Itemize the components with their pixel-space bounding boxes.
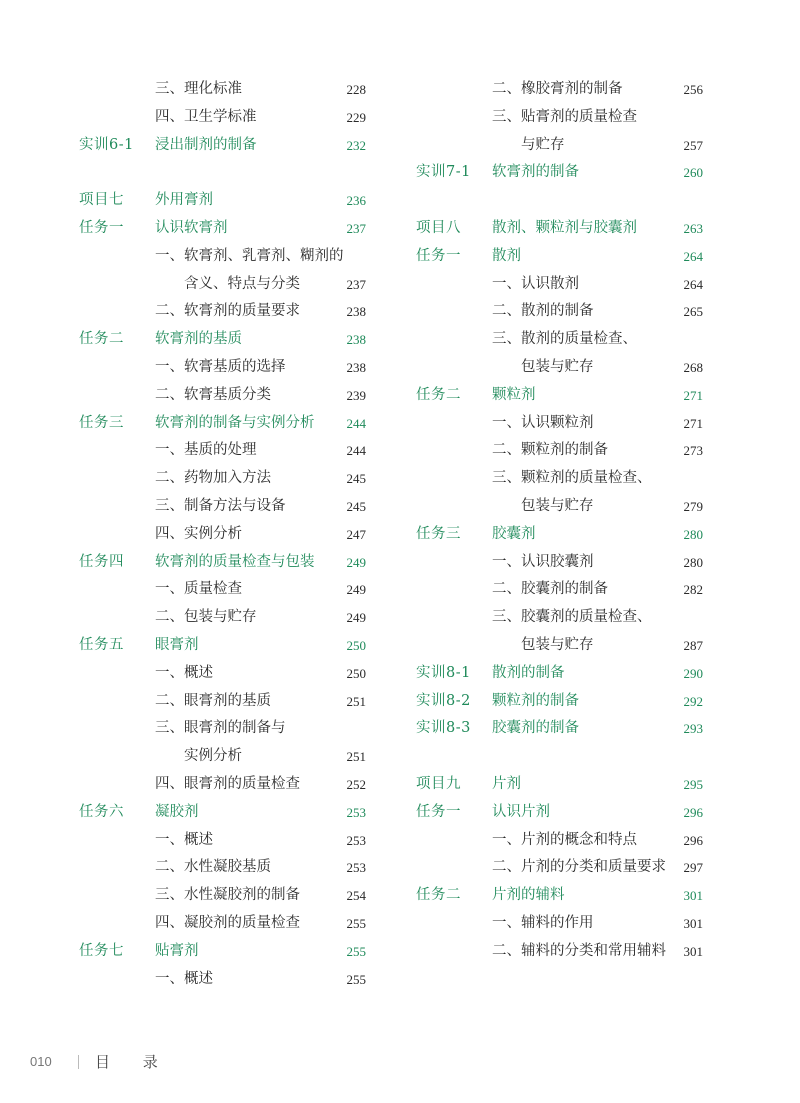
toc-entry[interactable] — [416, 938, 703, 966]
toc-entry-title: 含义、特点与分类 — [184, 275, 300, 292]
toc-entry-page: 264 — [683, 276, 703, 292]
toc-entry[interactable] — [79, 271, 366, 299]
toc-entry-title: 三、胶囊剂的质量检查、 — [492, 609, 652, 626]
toc-entry[interactable] — [416, 549, 703, 577]
toc-entry-title: 一、质量检查 — [155, 581, 242, 598]
toc-heading-entry[interactable] — [416, 882, 703, 910]
toc-heading-entry[interactable] — [416, 215, 703, 243]
toc-entry-page: 265 — [683, 304, 703, 320]
toc-entry-page: 250 — [346, 665, 366, 681]
toc-entry-page: 232 — [346, 137, 366, 153]
toc-entry-label: 项目八 — [416, 219, 461, 236]
toc-entry[interactable] — [79, 854, 366, 882]
toc-entry-title: 认识片剂 — [492, 803, 550, 820]
toc-entry-title: 眼膏剂 — [155, 636, 199, 653]
toc-entry-page: 253 — [346, 804, 366, 820]
toc-entry-title: 外用膏剂 — [155, 192, 213, 209]
toc-entry-title: 二、散剂的制备 — [492, 303, 594, 320]
toc-heading-entry[interactable] — [416, 243, 703, 271]
toc-entry-title: 散剂、颗粒剂与胶囊剂 — [492, 219, 637, 236]
toc-entry[interactable] — [416, 298, 703, 326]
footer-section-title: 目 录 — [95, 1053, 172, 1071]
toc-entry[interactable] — [416, 271, 703, 299]
toc-entry-title: 软膏剂的制备与实例分析 — [155, 414, 315, 431]
toc-entry-page: 245 — [346, 498, 366, 514]
toc-entry-page: 239 — [346, 387, 366, 403]
toc-entry[interactable] — [79, 604, 366, 632]
toc-entry-label: 任务三 — [79, 414, 124, 431]
toc-entry-label: 任务七 — [79, 942, 124, 959]
toc-entry-title: 四、凝胶剂的质量检查 — [155, 914, 300, 931]
toc-entry-label: 实训8-3 — [416, 720, 471, 737]
toc-spacer — [79, 159, 366, 187]
toc-entry-title: 一、认识颗粒剂 — [492, 414, 594, 431]
toc-entry-page: 251 — [346, 749, 366, 765]
toc-entry-page: 251 — [346, 693, 366, 709]
toc-entry-title: 一、概述 — [155, 664, 213, 681]
toc-entry-page: 229 — [346, 109, 366, 125]
toc-entry-page: 280 — [683, 554, 703, 570]
toc-entry-page: 244 — [346, 443, 366, 459]
toc-entry[interactable] — [416, 76, 703, 104]
toc-entry-label: 任务二 — [79, 331, 124, 348]
toc-entry-title: 一、片剂的概念和特点 — [492, 831, 637, 848]
toc-entry-page: 244 — [346, 415, 366, 431]
toc-heading-entry[interactable] — [416, 799, 703, 827]
toc-entry-title: 软膏剂的制备 — [492, 164, 579, 181]
toc-entry[interactable] — [79, 771, 366, 799]
toc-entry-title: 二、包装与贮存 — [155, 609, 257, 626]
toc-entry-title: 散剂的制备 — [492, 664, 565, 681]
toc-entry-page: 282 — [683, 582, 703, 598]
toc-entry[interactable] — [79, 660, 366, 688]
toc-heading-entry[interactable] — [79, 132, 366, 160]
toc-entry-page: 271 — [683, 387, 703, 403]
toc-entry-title: 四、实例分析 — [155, 525, 242, 542]
toc-entry-title: 二、水性凝胶基质 — [155, 859, 271, 876]
toc-entry-page: 245 — [346, 471, 366, 487]
toc-entry-page: 301 — [683, 943, 703, 959]
toc-heading-entry[interactable] — [416, 715, 703, 743]
toc-entry-page: 287 — [683, 637, 703, 653]
toc-entry-label: 实训8-1 — [416, 664, 471, 681]
toc-entry-title: 三、颗粒剂的质量检查、 — [492, 470, 652, 487]
toc-entry-page: 249 — [346, 610, 366, 626]
toc-entry-page: 253 — [346, 832, 366, 848]
toc-entry[interactable] — [79, 688, 366, 716]
toc-entry-page: 249 — [346, 582, 366, 598]
toc-entry-title: 包装与贮存 — [521, 497, 594, 514]
toc-entry-page: 292 — [683, 693, 703, 709]
toc-entry-title: 片剂的辅料 — [492, 887, 565, 904]
toc-entry[interactable] — [79, 104, 366, 132]
toc-entry[interactable] — [79, 437, 366, 465]
toc-entry[interactable] — [416, 465, 703, 493]
toc-entry-title: 三、制备方法与设备 — [155, 497, 286, 514]
toc-entry-label: 项目九 — [416, 775, 461, 792]
toc-heading-entry[interactable] — [416, 688, 703, 716]
toc-entry-title: 一、软膏基质的选择 — [155, 358, 286, 375]
toc-entry[interactable] — [79, 76, 366, 104]
toc-heading-entry[interactable] — [79, 549, 366, 577]
toc-entry[interactable] — [416, 632, 703, 660]
toc-entry[interactable] — [416, 604, 703, 632]
toc-entry-page: 250 — [346, 637, 366, 653]
toc-entry-title: 三、理化标准 — [155, 81, 242, 97]
toc-entry-page: 295 — [683, 776, 703, 792]
toc-entry[interactable] — [79, 882, 366, 910]
toc-entry-title: 软膏剂的基质 — [155, 331, 242, 348]
toc-entry-label: 实训7-1 — [416, 164, 471, 181]
toc-entry-page: 237 — [346, 220, 366, 236]
toc-entry-page: 238 — [346, 359, 366, 375]
toc-spacer — [416, 187, 703, 215]
toc-entry-page: 237 — [346, 276, 366, 292]
toc-entry-title: 二、软膏基质分类 — [155, 386, 271, 403]
toc-right-column — [416, 76, 703, 966]
toc-entry[interactable] — [79, 354, 366, 382]
toc-entry-title: 二、橡胶膏剂的制备 — [492, 81, 623, 97]
toc-entry-page: 290 — [683, 665, 703, 681]
toc-entry-title: 二、药物加入方法 — [155, 470, 271, 487]
toc-entry-title: 一、基质的处理 — [155, 442, 257, 459]
toc-entry-page: 236 — [346, 193, 366, 209]
toc-entry-label: 任务六 — [79, 803, 124, 820]
toc-entry-page: 296 — [683, 832, 703, 848]
toc-entry-title: 三、散剂的质量检查、 — [492, 331, 637, 348]
toc-entry[interactable] — [79, 298, 366, 326]
toc-entry-title: 与贮存 — [521, 136, 565, 153]
toc-entry-page: 252 — [346, 776, 366, 792]
toc-entry-label: 任务二 — [416, 386, 461, 403]
toc-entry-title: 二、片剂的分类和质量要求 — [492, 859, 666, 876]
toc-entry[interactable] — [79, 243, 366, 271]
toc-entry[interactable] — [79, 827, 366, 855]
toc-entry-page: 238 — [346, 304, 366, 320]
toc-entry-title: 二、颗粒剂的制备 — [492, 442, 608, 459]
toc-heading-entry[interactable] — [416, 159, 703, 187]
toc-entry[interactable] — [416, 132, 703, 160]
toc-entry-title: 四、卫生学标准 — [155, 108, 257, 125]
toc-entry-page: 247 — [346, 526, 366, 542]
toc-entry-label: 任务二 — [416, 887, 461, 904]
toc-entry[interactable] — [416, 910, 703, 938]
toc-entry-page: 254 — [346, 888, 366, 904]
toc-entry[interactable] — [79, 576, 366, 604]
toc-entry[interactable] — [416, 854, 703, 882]
toc-heading-entry[interactable] — [79, 938, 366, 966]
toc-entry-title: 二、眼膏剂的基质 — [155, 692, 271, 709]
toc-entry[interactable] — [416, 104, 703, 132]
toc-entry-page: 256 — [683, 82, 703, 97]
toc-entry[interactable] — [79, 465, 366, 493]
toc-entry[interactable] — [416, 326, 703, 354]
toc-entry-label: 任务一 — [416, 803, 461, 820]
toc-entry[interactable] — [416, 410, 703, 438]
toc-entry-title: 一、认识胶囊剂 — [492, 553, 594, 570]
toc-entry-page: 279 — [683, 498, 703, 514]
toc-entry-title: 一、概述 — [155, 970, 213, 987]
toc-entry-page: 301 — [683, 888, 703, 904]
toc-entry-title: 三、眼膏剂的制备与 — [155, 720, 286, 737]
toc-entry-title: 二、辅料的分类和常用辅料 — [492, 942, 666, 959]
toc-entry-title: 二、软膏剂的质量要求 — [155, 303, 300, 320]
toc-heading-entry[interactable] — [79, 215, 366, 243]
toc-entry-title: 散剂 — [492, 247, 521, 264]
toc-entry-title: 一、概述 — [155, 831, 213, 848]
toc-entry-page: 280 — [683, 526, 703, 542]
toc-entry-label: 任务五 — [79, 636, 124, 653]
toc-entry-label: 任务一 — [79, 219, 124, 236]
toc-entry-title: 实例分析 — [184, 748, 242, 765]
toc-entry-title: 凝胶剂 — [155, 803, 199, 820]
toc-entry-page: 273 — [683, 443, 703, 459]
toc-heading-entry[interactable] — [79, 187, 366, 215]
toc-entry-page: 228 — [346, 82, 366, 97]
toc-heading-entry[interactable] — [79, 799, 366, 827]
page-number: 010 — [30, 1054, 52, 1069]
toc-entry[interactable] — [416, 827, 703, 855]
toc-entry[interactable] — [79, 521, 366, 549]
toc-entry-title: 四、眼膏剂的质量检查 — [155, 775, 300, 792]
toc-entry-label: 实训6-1 — [79, 136, 134, 153]
toc-heading-entry[interactable] — [416, 771, 703, 799]
toc-entry-page: 260 — [683, 165, 703, 181]
toc-entry-page: 238 — [346, 332, 366, 348]
toc-entry-label: 任务三 — [416, 525, 461, 542]
toc-entry[interactable] — [79, 382, 366, 410]
toc-heading-entry[interactable] — [416, 660, 703, 688]
toc-entry-page: 271 — [683, 415, 703, 431]
toc-entry-page: 293 — [683, 721, 703, 737]
toc-entry-title: 胶囊剂 — [492, 525, 536, 542]
toc-entry-title: 片剂 — [492, 775, 521, 792]
toc-heading-entry[interactable] — [416, 382, 703, 410]
toc-entry-title: 包装与贮存 — [521, 358, 594, 375]
toc-heading-entry[interactable] — [79, 632, 366, 660]
toc-heading-entry[interactable] — [79, 410, 366, 438]
toc-entry-label: 项目七 — [79, 192, 124, 209]
toc-entry-title: 胶囊剂的制备 — [492, 720, 579, 737]
toc-entry-page: 255 — [346, 915, 366, 931]
toc-entry-page: 253 — [346, 860, 366, 876]
toc-entry-page: 255 — [346, 943, 366, 959]
toc-entry-title: 一、辅料的作用 — [492, 914, 594, 931]
toc-entry-page: 297 — [683, 860, 703, 876]
toc-left-column — [79, 76, 366, 993]
toc-spacer — [416, 743, 703, 771]
toc-entry-page: 249 — [346, 554, 366, 570]
toc-entry-title: 三、水性凝胶剂的制备 — [155, 887, 300, 904]
toc-entry[interactable] — [416, 493, 703, 521]
toc-entry-page: 257 — [683, 137, 703, 153]
footer-divider — [78, 1055, 79, 1069]
toc-entry-page: 296 — [683, 804, 703, 820]
toc-entry-title: 包装与贮存 — [521, 636, 594, 653]
toc-entry-page: 264 — [683, 248, 703, 264]
toc-entry[interactable] — [416, 354, 703, 382]
toc-entry-title: 软膏剂的质量检查与包装 — [155, 553, 315, 570]
toc-entry-label: 实训8-2 — [416, 692, 471, 709]
toc-entry-title: 浸出制剂的制备 — [155, 136, 257, 153]
toc-entry-title: 一、软膏剂、乳膏剂、糊剂的 — [155, 247, 344, 264]
toc-entry-page: 268 — [683, 359, 703, 375]
toc-entry-title: 颗粒剂 — [492, 386, 536, 403]
toc-entry[interactable] — [79, 743, 366, 771]
toc-entry-label: 任务一 — [416, 247, 461, 264]
toc-entry-page: 301 — [683, 915, 703, 931]
toc-entry-title: 一、认识散剂 — [492, 275, 579, 292]
toc-entry[interactable] — [79, 910, 366, 938]
toc-entry-label: 任务四 — [79, 553, 124, 570]
toc-entry-title: 二、胶囊剂的制备 — [492, 581, 608, 598]
toc-entry[interactable] — [79, 493, 366, 521]
toc-entry-title: 贴膏剂 — [155, 942, 199, 959]
toc-entry-title: 颗粒剂的制备 — [492, 692, 579, 709]
toc-entry[interactable] — [416, 437, 703, 465]
toc-entry[interactable] — [79, 715, 366, 743]
toc-entry-page: 263 — [683, 220, 703, 236]
toc-entry[interactable] — [416, 576, 703, 604]
toc-heading-entry[interactable] — [79, 326, 366, 354]
toc-heading-entry[interactable] — [416, 521, 703, 549]
toc-entry[interactable] — [79, 966, 366, 994]
toc-entry-page: 255 — [346, 971, 366, 987]
toc-entry-title: 认识软膏剂 — [155, 219, 228, 236]
toc-entry-title: 三、贴膏剂的质量检查 — [492, 108, 637, 125]
